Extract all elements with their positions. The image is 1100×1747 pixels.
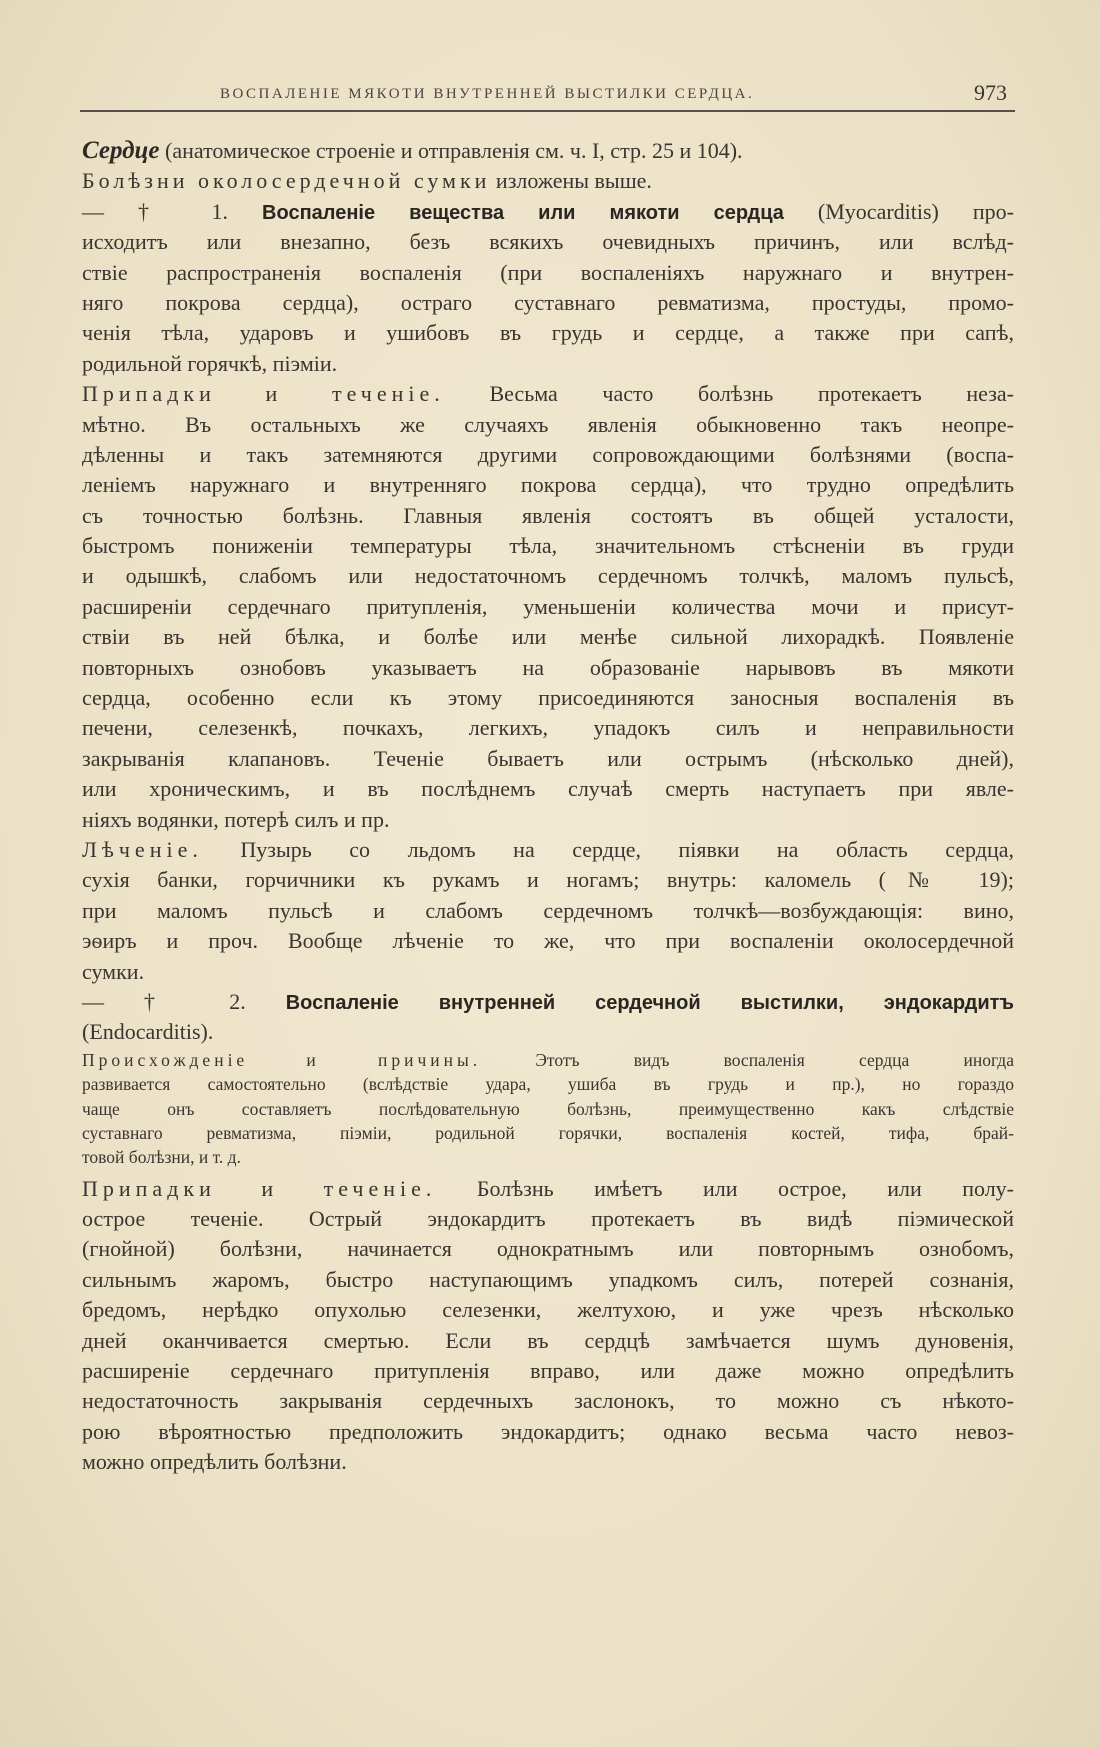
paragraph-line: (гнойной) болѣзни, начинается однократнымъ или повторнымъ ознобомъ, bbox=[82, 1236, 1014, 1262]
endocarditis-latin: (Endocarditis). bbox=[82, 1019, 214, 1045]
paragraph-line: повторныхъ ознобовъ указываетъ на образованіе нарывовъ въ мякоти bbox=[82, 654, 1014, 680]
paragraph-line: няго покрова сердца), остраго суставнаго ревматизма, простуды, промо- bbox=[82, 289, 1014, 315]
paragraph-line: печени, селезенкѣ, почкахъ, легкихъ, упадокъ силъ и неправильности bbox=[82, 715, 1014, 741]
paragraph-line: дней оканчивается смертью. Если въ сердцѣ замѣчается шумъ дуновенія, bbox=[82, 1327, 1014, 1353]
treatment-1-first-rest: Пузырь со льдомъ на сердце, піявки на область сердца, bbox=[202, 836, 1014, 862]
page-number: 973 bbox=[974, 80, 1007, 105]
paragraph-line: леніемъ наружнаго и внутренняго покрова сердца), что трудно опредѣлить bbox=[82, 472, 1014, 498]
paragraph-line: ствіи въ ней бѣлка, и болѣе или менѣе сильной лихорадкѣ. Появленіе bbox=[82, 624, 1014, 650]
paragraph-line: закрыванія клапановъ. Теченіе бываетъ или острымъ (нѣсколько дней), bbox=[82, 745, 1014, 771]
origin-first-rest: Этотъ видъ воспаленія сердца иногда bbox=[481, 1049, 1014, 1070]
paragraph-line: бредомъ, нерѣдко опухолью селезенки, желтухою, и уже чрезъ нѣсколько bbox=[82, 1297, 1014, 1323]
pericardium-note bbox=[82, 166, 1014, 196]
origin-first-line bbox=[82, 1048, 1014, 1072]
symptoms-2-label: Припадки и теченіе. bbox=[82, 1175, 437, 1201]
treatment-1-first-line bbox=[82, 835, 1014, 865]
paragraph-line: исходитъ или внезапно, безъ всякихъ очевидныхъ причинъ, или вслѣд- bbox=[82, 229, 1014, 255]
myocarditis-latin: (Myocarditis) bbox=[783, 198, 939, 224]
paragraph-line: эѳиръ и проч. Вообще лѣченіе то же, что при воспаленіи околосердечной bbox=[82, 928, 1014, 954]
myocarditis-marker: — † 1. bbox=[82, 198, 228, 224]
heart-term: Сердце bbox=[82, 137, 160, 164]
section-heading-heart bbox=[82, 136, 1014, 166]
pericardium-spaced-label: Болѣзни околосердечной сумки bbox=[82, 168, 491, 194]
running-head bbox=[80, 76, 1015, 112]
paragraph-line: при маломъ пульсѣ и слабомъ сердечномъ толчкѣ—возбуждающія: вино, bbox=[82, 897, 1014, 923]
endocarditis-title-line bbox=[82, 987, 1014, 1017]
paragraph-line-small: суставнаго ревматизма, піэміи, родильной горячки, воспаленія костей, тифа, брай- bbox=[82, 1122, 1014, 1143]
paragraph-line: быстромъ пониженіи температуры тѣла, значительномъ стѣсненіи въ груди bbox=[82, 533, 1014, 559]
paragraph-line: недостаточность закрыванія сердечныхъ заслонокъ, то можно съ нѣкото- bbox=[82, 1388, 1014, 1414]
origin-label: Происхожденіе и причины. bbox=[82, 1049, 482, 1070]
paragraph-line: съ точностью болѣзнь. Главныя явленія состоятъ въ общей усталости, bbox=[82, 502, 1014, 528]
myocarditis-first-end: про- bbox=[938, 198, 1014, 224]
paragraph-line: сильнымъ жаромъ, быстро наступающимъ упадкомъ силъ, потерей сознанія, bbox=[82, 1266, 1014, 1292]
paragraph-line: ніяхъ водянки, потерѣ силъ и пр. bbox=[82, 806, 390, 832]
paragraph-line-small: развивается самостоятельно (вслѣдствіе удара, ушиба въ грудь и пр.), но гораздо bbox=[82, 1074, 1014, 1095]
paragraph-line: расширеніи сердечнаго притупленія, уменьшеніи количества мочи и присут- bbox=[82, 593, 1014, 619]
endocarditis-title: Воспаленіе внутренней сердечной выстилки, эндокардитъ bbox=[245, 991, 1015, 1014]
running-head-title: ВОСПАЛЕНІЕ МЯКОТИ ВНУТРЕННЕЙ ВЫСТИЛКИ СЕРДЦА. bbox=[220, 86, 755, 102]
pericardium-rest: изложены выше. bbox=[490, 168, 652, 194]
symptoms-1-first-rest: Весьма часто болѣзнь протекаетъ неза- bbox=[444, 381, 1014, 407]
page-body bbox=[82, 136, 1014, 1478]
paragraph-line: и одышкѣ, слабомъ или недостаточномъ сердечномъ толчкѣ, маломъ пульсѣ, bbox=[82, 563, 1014, 589]
myocarditis-title: Воспаленіе вещества или мякоти сердца bbox=[228, 201, 784, 224]
paragraph-line: или хроническимъ, и въ послѣднемъ случаѣ смерть наступаетъ при явле- bbox=[82, 776, 1014, 802]
myocarditis-title-line bbox=[82, 197, 1014, 227]
paragraph-line: дѣленны и такъ затемняются другими сопровождающими болѣзнями (воспа- bbox=[82, 441, 1014, 467]
symptoms-1-label: Припадки и теченіе. bbox=[82, 381, 445, 407]
paragraph-line: можно опредѣлить болѣзни. bbox=[82, 1449, 347, 1475]
paragraph-line: ствіе распространенія воспаленія (при воспаленіяхъ наружнаго и внутрен- bbox=[82, 259, 1014, 285]
paragraph-line: рою вѣроятностью предположить эндокардитъ; однако весьма часто невоз- bbox=[82, 1418, 1014, 1444]
endocarditis-marker: — † 2. bbox=[82, 988, 246, 1014]
paragraph-line: острое теченіе. Острый эндокардитъ протекаетъ въ видѣ піэмической bbox=[82, 1206, 1014, 1232]
paragraph-line: сердца, особенно если къ этому присоединяются заносныя воспаленія въ bbox=[82, 685, 1014, 711]
paragraph-line: сухія банки, горчичники къ рукамъ и ногамъ; внутрь: каломель (№ 19); bbox=[82, 867, 1014, 893]
treatment-1-label: Лѣченіе. bbox=[82, 836, 203, 862]
paragraph-line: родильной горячкѣ, піэміи. bbox=[82, 350, 338, 376]
paragraph-line-small: товой болѣзни, и т. д. bbox=[82, 1147, 241, 1168]
paragraph-line: ченія тѣла, ударовъ и ушибовъ въ грудь и сердце, а также при сапѣ, bbox=[82, 320, 1014, 346]
symptoms-2-first-rest: Болѣзнь имѣетъ или острое, или полу- bbox=[436, 1175, 1014, 1201]
paragraph-line-small: чаще онъ составляетъ послѣдовательную болѣзнь, преимущественно какъ слѣдствіе bbox=[82, 1098, 1014, 1119]
paragraph-line: мѣтно. Въ остальныхъ же случаяхъ явленія обыкновенно такъ неопре- bbox=[82, 411, 1014, 437]
symptoms-1-first-line bbox=[82, 379, 1014, 409]
paragraph-line: расширеніе сердечнаго притупленія вправо, или даже можно опредѣлить bbox=[82, 1358, 1014, 1384]
paragraph-line: сумки. bbox=[82, 958, 145, 984]
heart-heading-rest: (анатомическое строеніе и отправленія см. ч. I, стр. 25 и 104). bbox=[159, 138, 743, 163]
symptoms-2-first-line bbox=[82, 1174, 1014, 1204]
